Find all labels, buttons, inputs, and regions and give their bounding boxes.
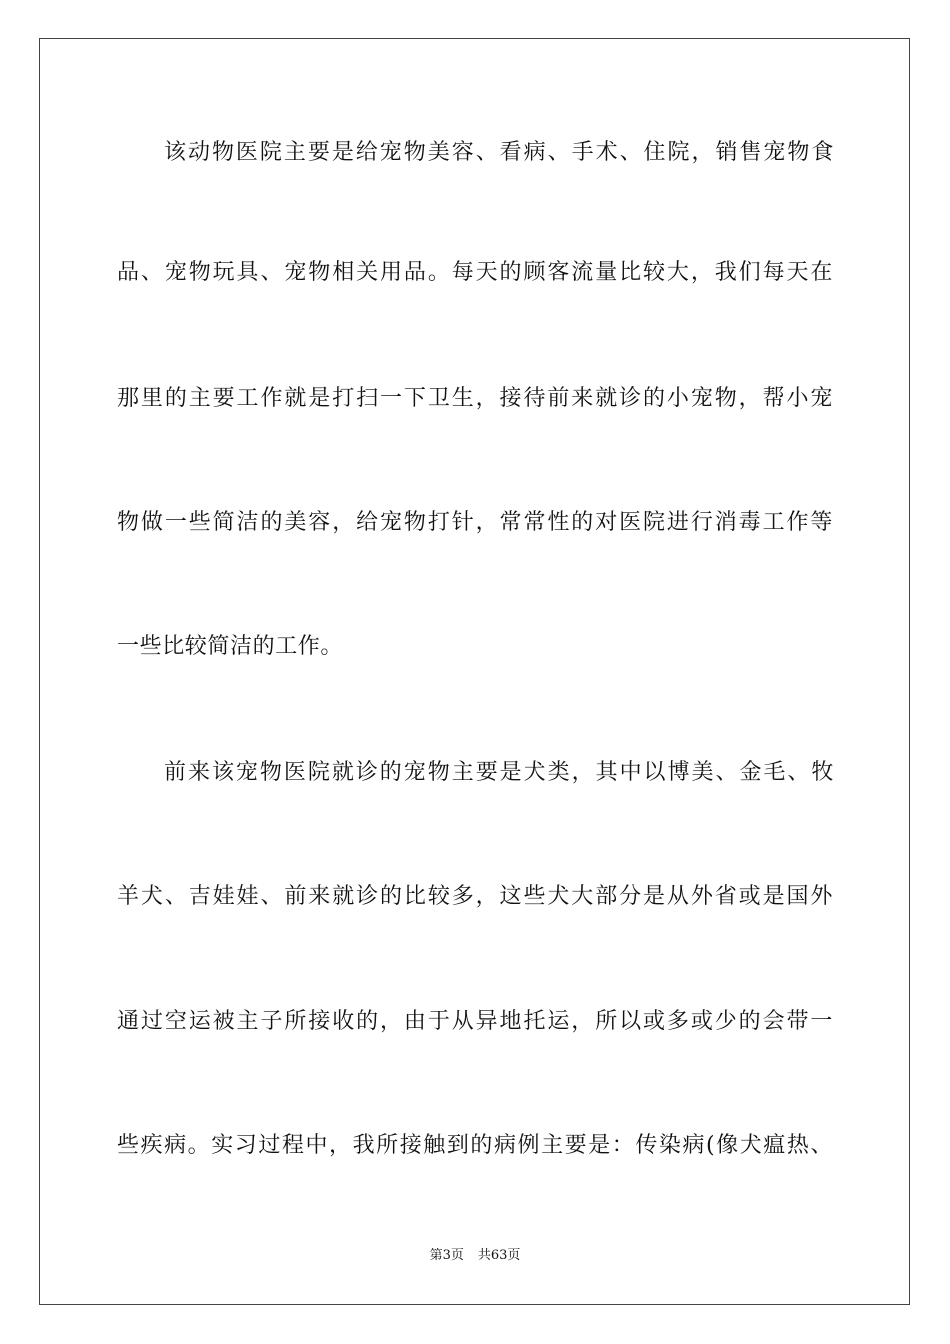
paragraph-2-line-4: 些疾病。实习过程中，我所接触到的病例主要是：传染病(像犬瘟热、 xyxy=(117,1133,833,1158)
paragraph-2-line-2: 羊犬、吉娃娃、前来就诊的比较多，这些犬大部分是从外省或是国外 xyxy=(117,884,833,909)
page-border xyxy=(39,38,910,1305)
paragraph-1-line-5: 一些比较简洁的工作。 xyxy=(117,634,344,659)
paragraph-1-line-4: 物做一些简洁的美容，给宠物打针，常常性的对医院进行消毒工作等 xyxy=(117,510,833,535)
page-total: 共63页 xyxy=(477,1248,521,1263)
page-footer xyxy=(0,1247,950,1265)
paragraph-2-line-1: 前来该宠物医院就诊的宠物主要是犬类，其中以博美、金毛、牧 xyxy=(164,760,834,785)
paragraph-2-line-3: 通过空运被主子所接收的，由于从异地托运，所以或多或少的会带一 xyxy=(117,1009,833,1034)
paragraph-1-line-3: 那里的主要工作就是打扫一下卫生，接待前来就诊的小宠物，帮小宠 xyxy=(117,386,833,411)
paragraph-1-line-2: 品、宠物玩具、宠物相关用品。每天的顾客流量比较大，我们每天在 xyxy=(117,260,833,285)
page-number: 第3页 xyxy=(429,1248,464,1263)
paragraph-1-line-1: 该动物医院主要是给宠物美容、看病、手术、住院，销售宠物食 xyxy=(164,140,834,165)
